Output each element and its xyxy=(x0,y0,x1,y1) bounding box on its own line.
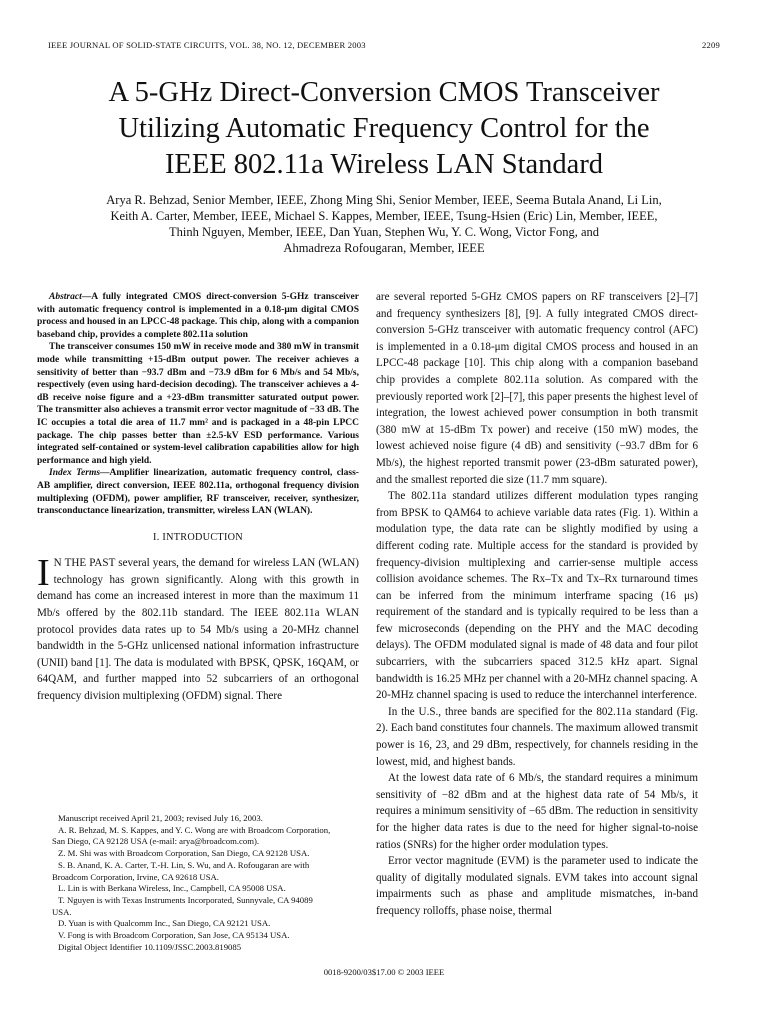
abstract-label: Abstract xyxy=(49,292,82,302)
index-terms-text: —Amplifier linearization, automatic frequency control, class-AB amplifier, direct conversion, IEEE 802.11a, orthogonal frequency division multiplexing (OFDM), power amplifier, RF transceiver, receiver, synthesizer, transconductance linearization, transmitter, wireless LAN (WLAN). xyxy=(37,468,359,517)
abstract-paragraph: The transceiver consumes 150 mW in receive mode and 380 mW in transmit mode while transmitting +15-dBm output power. The receiver achieves a sensitivity of better than −93.7 dBm and −73.9 dBm for 6 Mb/s and 54 Mb/s, respectively (even using hard-decision decoding). The transceiver achieves a 4-dB receive noise figure and a +23-dBm transmitter saturated output power. The transmitter also achieves a transmit error vector magnitude of −33 dB. The IC occupies a total die area of 11.7 mm² and is packaged in a 48-pin LPCC package. The chip passes better than ±2.5-kV ESD performance. Various integrated self-contained or system-level calibration capabilities allow for high performance and high yield. xyxy=(37,342,359,466)
footnote-line: A. R. Behzad, M. S. Kappes, and Y. C. Wong are with Broadcom Corporation, xyxy=(58,824,331,835)
paper-title xyxy=(40,75,728,183)
body-paragraph: are several reported 5-GHz CMOS papers on RF transceivers [2]–[7] and frequency synthesizers [8], [9]. A fully integrated CMOS direct-conversion 5-GHz transceiver with automatic frequency control (AFC) is implemented in a 0.18-μm digital CMOS process and housed in an LPCC-48 package [10]. This chip along with a companion baseband chip provides a complete 802.11a solution. As compared with the previously reported work [2]–[7], this paper presents the highest level of integration, the lowest achieved power consumption in both transmit (380 mW at 15-dBm Tx power) and receive (150 mW) modes, the lowest achieved noise figure (4 dB) and sensitivity (−93.7 dBm for 6 Mb/s), the highest reported transmit power (23-dBm saturated power), and the smallest reported die size (11.7 mm square). xyxy=(376,291,698,486)
title-line: IEEE 802.11a Wireless LAN Standard xyxy=(164,149,604,180)
intro-text: N THE PAST several years, the demand for wireless LAN (WLAN) technology has grown significantly. Along with this growth in demand has come an increased interest in more than the maximum 11 Mb/s offered by the 802.11b standard. The IEEE 802.11a WLAN protocol provides data rates up to 54 Mb/s using a 20-MHz channel bandwidth in the 5-GHz unlicensed national information infrastructure (UNII) band [1]. The data is modulated with BPSK, QPSK, 16QAM, or 64QAM, and further mapped into 52 subcarriers of an orthogonal frequency division multiplexing (OFDM) signal. There xyxy=(37,557,359,703)
author-line: Arya R. Behzad, Senior Member, IEEE, Zhong Ming Shi, Senior Member, IEEE, Seema Butala Anand, Li Lin, xyxy=(106,193,662,207)
body-paragraph: The 802.11a standard utilizes different modulation types ranging from BPSK to QAM64 to achieve variable data rates (Fig. 1). Within a modulation type, the data rate can be slightly modified by using a different coding rate. Multiple access for the standard is provided by frequency-division multiplexing and carrier-sense multiple access collision avoidance schemes. The Rx–Tx and Tx–Rx turnaround times can be inferred from the minimum interframe spacing (16 μs) requirement of the standard and is typically required to be less than a few microseconds (depending on the PHY and the MAC decoding delays). The OFDM modulated signal is made of 48 data and four pilot subcarriers, with the subcarriers spaced 312.5 kHz apart. Signal bandwidth is 16.25 MHz per channel with a 20-MHz channel spacing. A 20-MHz channel spacing is used to reduce the interchannel interference. xyxy=(376,490,698,702)
abstract-paragraph: —A fully integrated CMOS direct-conversion 5-GHz transceiver with automatic frequency control is implemented in a 0.18-μm digital CMOS process and housed in an LPCC-48 package. This chip, along with a companion baseband chip, provides a complete 802.11a solution xyxy=(37,292,359,340)
title-line: A 5-GHz Direct-Conversion CMOS Transceiver xyxy=(108,77,660,108)
title-line: Utilizing Automatic Frequency Control for the xyxy=(118,113,650,144)
right-column xyxy=(376,289,698,920)
footnotes xyxy=(52,813,364,953)
abstract xyxy=(37,291,359,518)
running-header xyxy=(48,40,720,50)
body-paragraph: At the lowest data rate of 6 Mb/s, the standard requires a minimum sensitivity of −82 dBm and at the highest data rate of 54 Mb/s, it requires a minimum sensitivity of −65 dBm. The reduction in sensitivity for the higher data rates is due to the need for higher signal-to-noise ratios (SNRs) for the higher order modulation types. xyxy=(376,772,698,851)
footnote-line: V. Fong is with Broadcom Corporation, San Jose, CA 95134 USA. xyxy=(58,930,290,941)
drop-cap: I xyxy=(37,552,50,595)
author-line: Thinh Nguyen, Member, IEEE, Dan Yuan, Stephen Wu, Y. C. Wong, Victor Fong, and xyxy=(168,225,600,239)
author-line: Keith A. Carter, Member, IEEE, Michael S. Kappes, Member, IEEE, Tsung-Hsien (Eric) Lin, Member, IEEE, xyxy=(110,209,658,223)
footnote-line: S. B. Anand, K. A. Carter, T.-H. Lin, S. Wu, and A. Rofougaran are with xyxy=(58,859,310,870)
body-paragraph: Error vector magnitude (EVM) is the parameter used to indicate the quality of digitally modulated signals. EVM takes into account signal impairments such as phase and amplitude mismatches, in-band frequency rolloffs, phase noise, thermal xyxy=(376,855,698,917)
page-number: 2209 xyxy=(702,40,720,50)
body-paragraph: In the U.S., three bands are specified for the 802.11a standard (Fig. 2). Each band constitutes four channels. The maximum allowed transmit power is 16, 23, and 29 dBm, respectively, for channels residing in the lowest, mid, and highest bands. xyxy=(376,705,698,768)
author-line: Ahmadreza Rofougaran, Member, IEEE xyxy=(283,241,485,255)
index-terms-label: Index Terms xyxy=(49,468,101,479)
footnote-line: USA. xyxy=(52,906,72,917)
footnote-line: Z. M. Shi was with Broadcom Corporation, San Diego, CA 92128 USA. xyxy=(58,848,310,859)
copyright-footer: 0018-9200/03$17.00 © 2003 IEEE xyxy=(323,967,445,977)
footnote-line: Broadcom Corporation, Irvine, CA 92618 USA. xyxy=(52,871,219,882)
footnote-line: D. Yuan is with Qualcomm Inc., San Diego, CA 92121 USA. xyxy=(58,918,271,929)
footnote-line: T. Nguyen is with Texas Instruments Incorporated, Sunnyvale, CA 94089 xyxy=(58,894,313,905)
footnote-line: L. Lin is with Berkana Wireless, Inc., Campbell, CA 95008 USA. xyxy=(58,883,286,894)
author-list xyxy=(40,192,728,256)
intro-paragraph xyxy=(37,552,359,704)
footnote-line: San Diego, CA 92128 USA (e-mail: arya@broadcom.com). xyxy=(52,836,260,847)
journal-name: IEEE JOURNAL OF SOLID-STATE CIRCUITS, VOL. 38, NO. 12, DECEMBER 2003 xyxy=(48,40,366,50)
footnote-line: Digital Object Identifier 10.1109/JSSC.2003.819085 xyxy=(58,941,242,952)
footnote-line: Manuscript received April 21, 2003; revised July 16, 2003. xyxy=(58,813,263,823)
section-heading: I. INTRODUCTION xyxy=(153,531,243,543)
left-column xyxy=(37,291,359,705)
